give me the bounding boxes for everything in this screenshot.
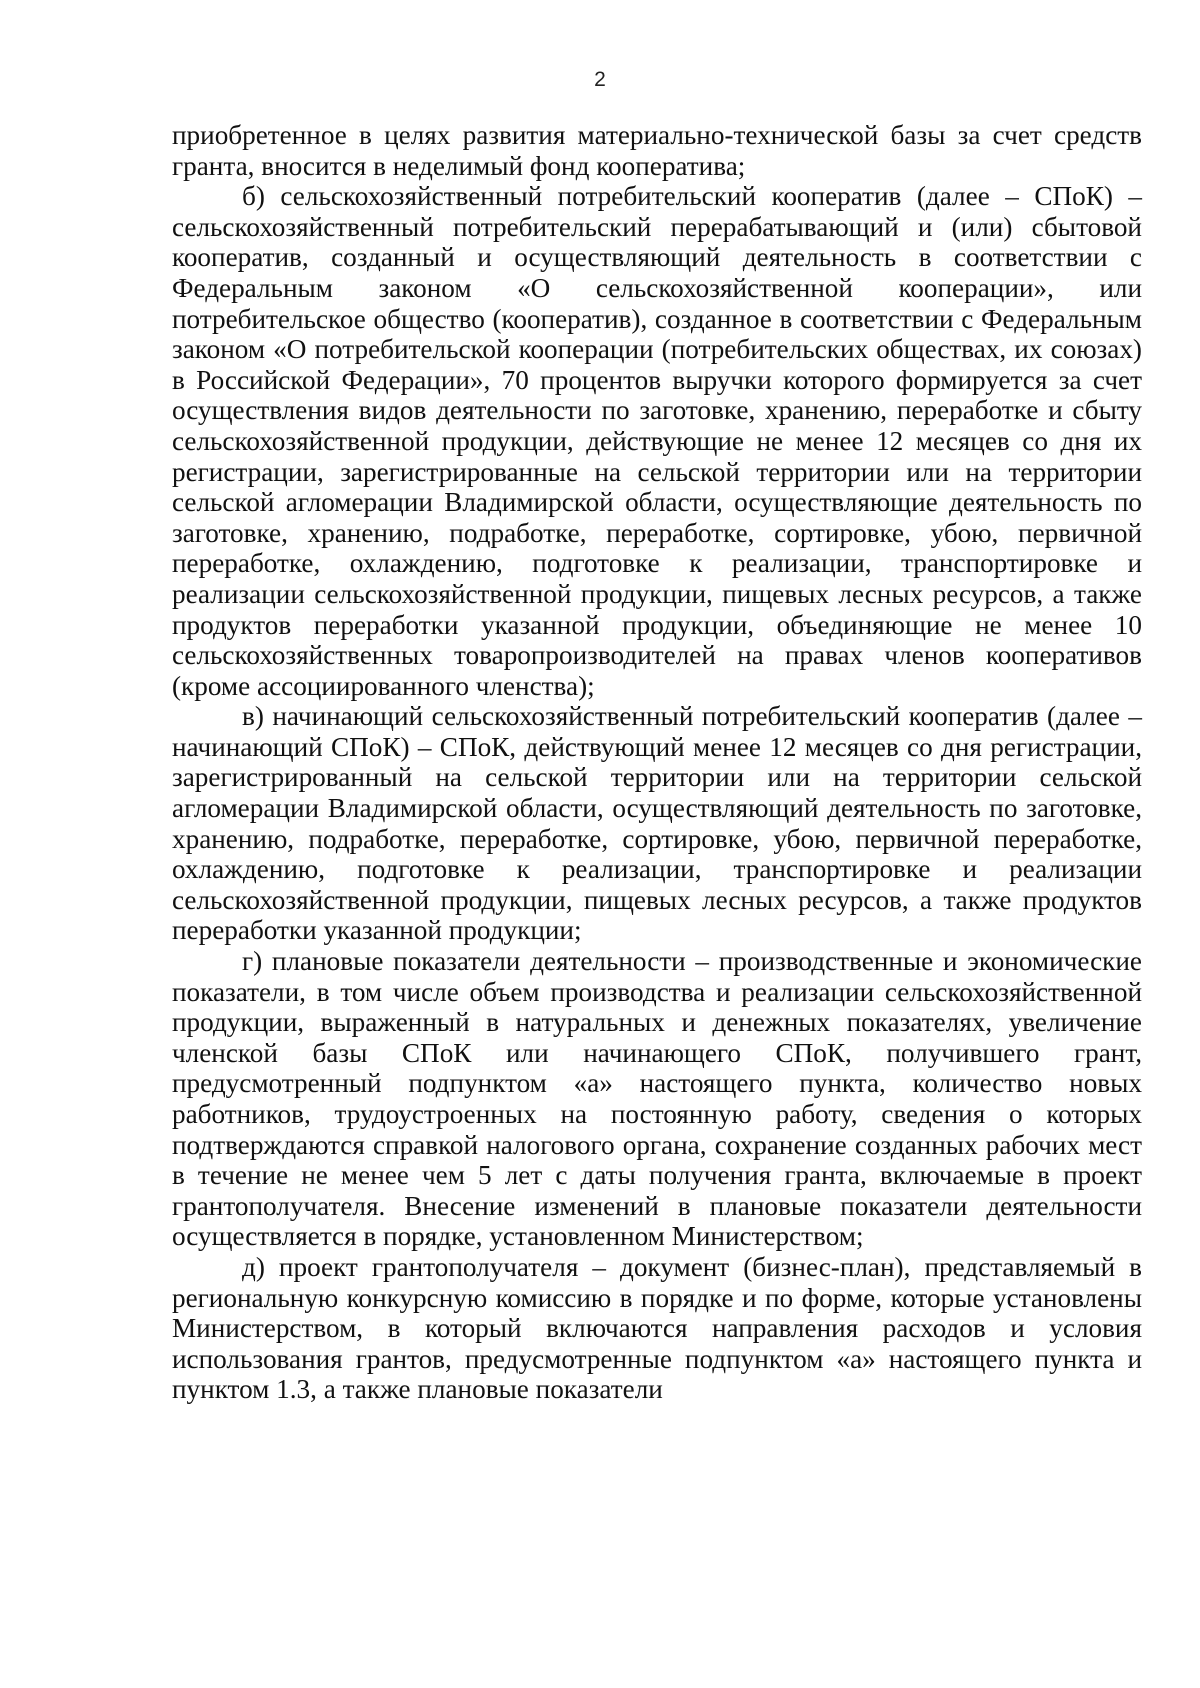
paragraph-item-g: г) плановые показатели деятельности – производственные и экономические показатели, в том числе объем производства и реализации сельскохозяйственной продукции, выраженный в натуральных и денежных показателях, увеличение членской базы СПоК или начинающего СПоК, получившего грант, предусмотренный подпунктом «а» настоящего пункта, количество новых работников, трудоустроенных на постоянную работу, сведения о которых подтверждаются справкой налогового органа, сохранение созданных рабочих мест в течение не менее чем 5 лет с даты получения гранта, включаемые в проект грантополучателя. Внесение изменений в плановые показатели деятельности осуществляется в порядке, установленном Министерством;	[172, 946, 1142, 1252]
paragraph-continuation-a: приобретенное в целях развития материально-технической базы за счет средств гранта, вносится в неделимый фонд кооператива;	[172, 120, 1142, 181]
paragraph-item-d: д) проект грантополучателя – документ (бизнес-план), представляемый в региональную конкурсную комиссию в порядке и по форме, которые установлены Министерством, в который включаются направления расходов и условия использования грантов, предусмотренные подпунктом «а» настоящего пункта и пунктом 1.3, а также плановые показатели	[172, 1251, 1142, 1405]
document-body	[172, 120, 1142, 1405]
page-number: 2	[594, 68, 606, 91]
paragraph-item-b: б) сельскохозяйственный потребительский кооператив (далее – СПоК) – сельскохозяйственный потребительский перерабатывающий и (или) сбытовой кооператив, созданный и осуществляющий деятельность в соответствии с Федеральным законом «О сельскохозяйственной кооперации», или потребительское общество (кооператив), созданное в соответствии с Федеральным законом «О потребительской кооперации (потребительских обществах, их союзах) в Российской Федерации», 70 процентов выручки которого формируется за счет осуществления видов деятельности по заготовке, хранению, переработке и сбыту сельскохозяйственной продукции, действующие не менее 12 месяцев со дня их регистрации, зарегистрированные на сельской территории или на территории сельской агломерации Владимирской области, осуществляющие деятельность по заготовке, хранению, подработке, переработке, сортировке, убою, первичной переработке, охлаждению, подготовке к реализации, транспортировке и реализации сельскохозяйственной продукции, пищевых лесных ресурсов, а также продуктов переработки указанной продукции, объединяющие не менее 10 сельскохозяйственных товаропроизводителей на правах членов кооперативов (кроме ассоциированного членства);	[172, 181, 1142, 701]
paragraph-item-v: в) начинающий сельскохозяйственный потребительский кооператив (далее – начинающий СПоК) – СПоК, действующий менее 12 месяцев со дня регистрации, зарегистрированный на сельской территории или на территории сельской агломерации Владимирской области, осуществляющий деятельность по заготовке, хранению, подработке, переработке, сортировке, убою, первичной переработке, охлаждению, подготовке к реализации, транспортировке и реализации сельскохозяйственной продукции, пищевых лесных ресурсов, а также продуктов переработки указанной продукции;	[172, 701, 1142, 946]
